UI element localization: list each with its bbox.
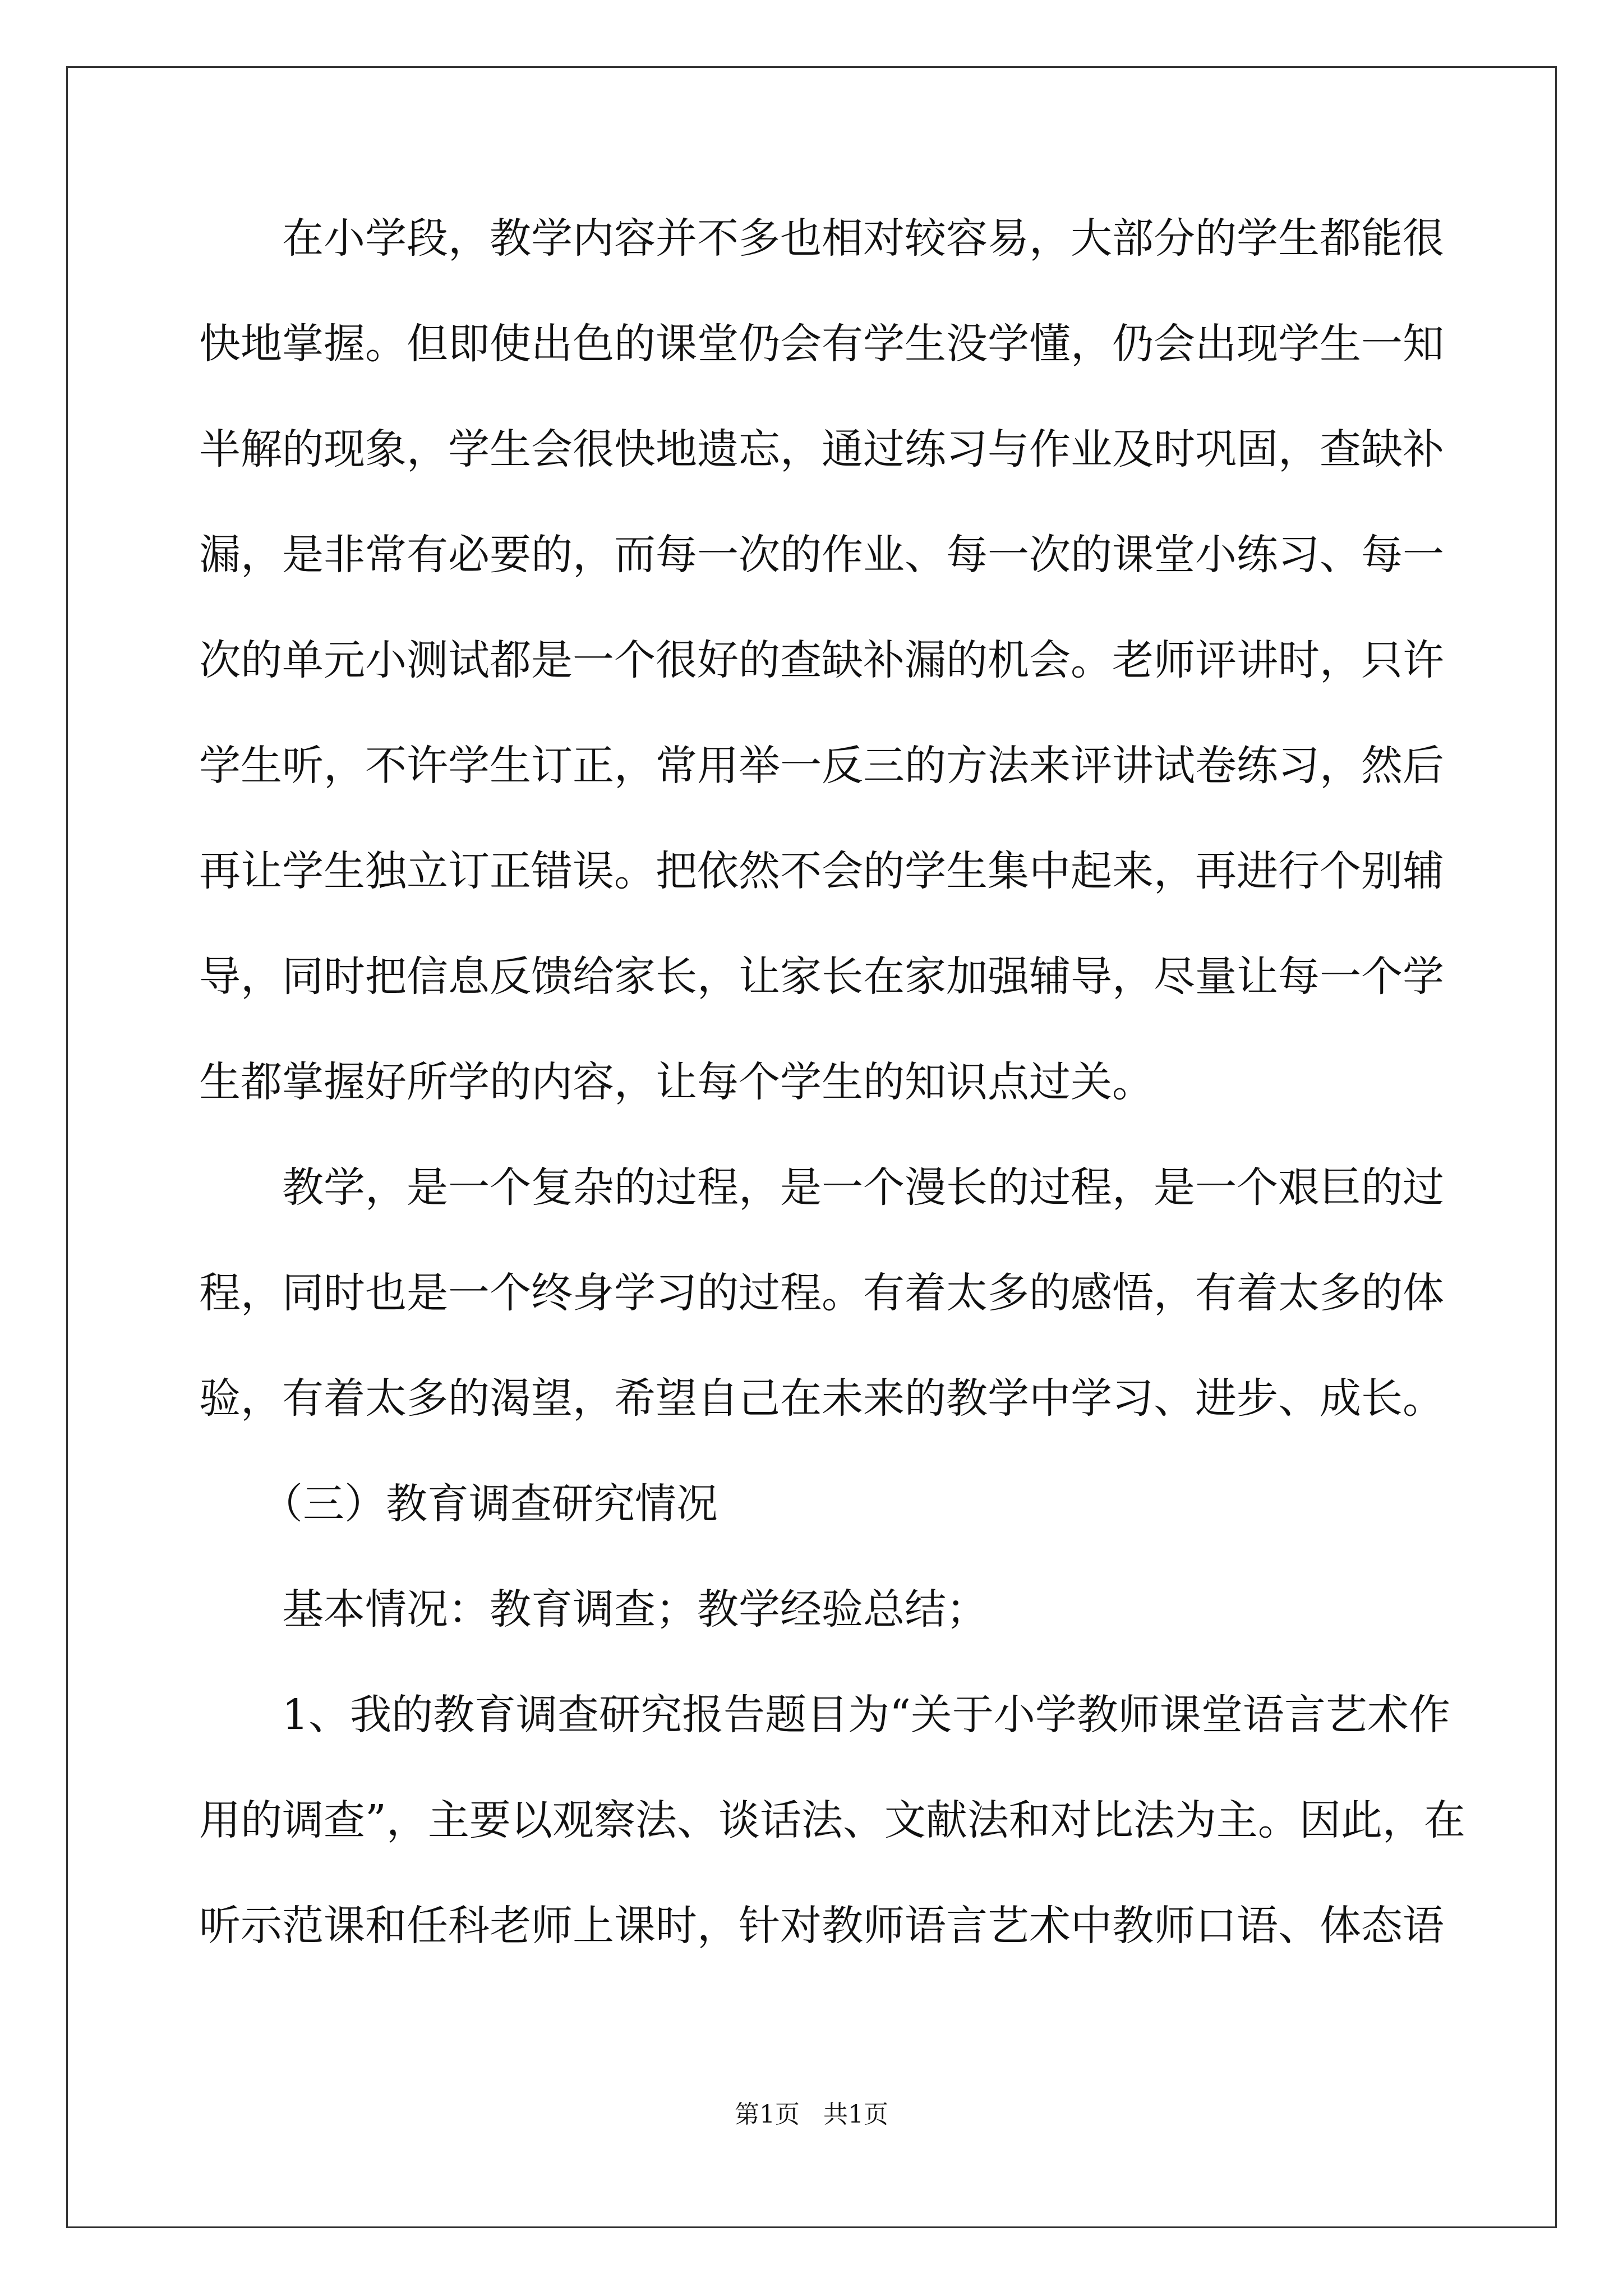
text-line: 基本情况：教育调查；教学经验总结； [199, 1585, 988, 1634]
text-line: 快地掌握。但即使出色的课堂仍会有学生没学懂，仍会出现学生一知 [199, 320, 1444, 368]
text-line: 学生听，不许学生订正，常用举一反三的方法来评讲试卷练习，然后 [199, 742, 1444, 790]
text-line: 半解的现象，学生会很快地遗忘，通过练习与作业及时巩固，查缺补 [199, 425, 1444, 473]
text-line: 1、我的教育调查研究报告题目为“关于小学教师课堂语言艺术作 [199, 1691, 1450, 1739]
text-line: 验，有着太多的渴望，希望自己在未来的教学中学习、进步、成长。 [199, 1374, 1444, 1423]
text-line: 在小学段，教学内容并不多也相对较容易，大部分的学生都能很 [199, 214, 1444, 263]
text-line: 漏，是非常有必要的，而每一次的作业、每一次的课堂小练习、每一 [199, 531, 1444, 579]
text-line: 程，同时也是一个终身学习的过程。有着太多的感悟，有着太多的体 [199, 1269, 1444, 1317]
text-line: 用的调查”，主要以观察法、谈话法、文献法和对比法为主。因此，在 [199, 1796, 1465, 1844]
text-line: 再让学生独立订正错误。把依然不会的学生集中起来，再进行个别辅 [199, 847, 1444, 895]
text-line: 导，同时把信息反馈给家长，让家长在家加强辅导，尽量让每一个学 [199, 953, 1444, 1001]
page-number-footer: 第1页 共1页 [735, 2100, 888, 2129]
text-line: 教学，是一个复杂的过程，是一个漫长的过程，是一个艰巨的过 [199, 1163, 1444, 1212]
text-line: 听示范课和任科老师上课时，针对教师语言艺术中教师口语、体态语 [199, 1902, 1444, 1950]
text-line: 生都掌握好所学的内容，让每个学生的知识点过关。 [199, 1058, 1154, 1106]
text-line: 次的单元小测试都是一个很好的查缺补漏的机会。老师评讲时，只许 [199, 636, 1444, 684]
section-heading: （三）教育调查研究情况 [199, 1480, 718, 1528]
